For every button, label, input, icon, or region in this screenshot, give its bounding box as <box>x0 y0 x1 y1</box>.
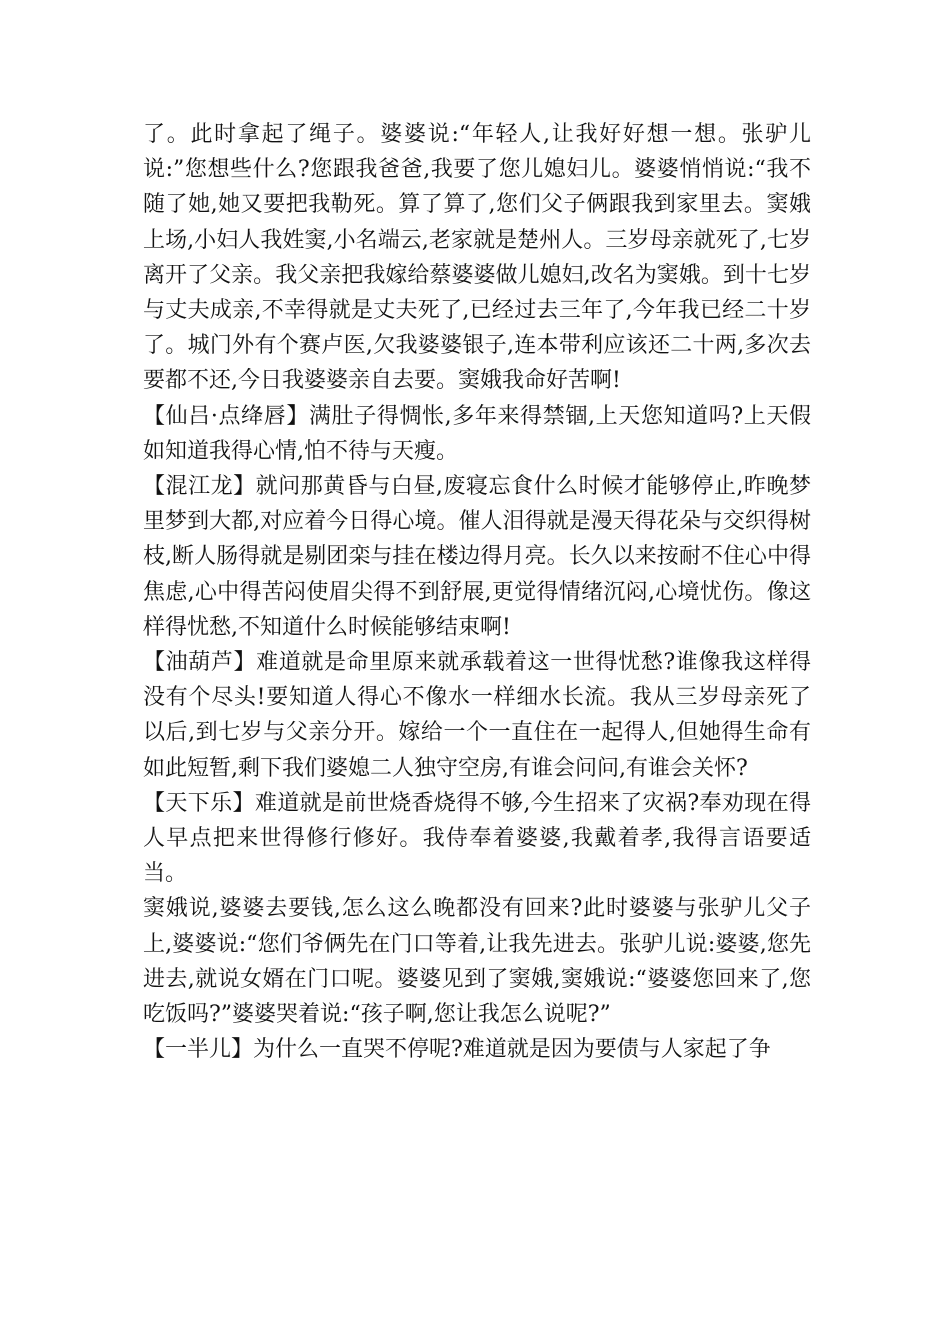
paragraph-dianjiangchun: 【仙吕·点绛唇】满肚子得惆怅,多年来得禁锢,上天您知道吗?上天假如知道我得心情,怕不待与天瘦。 <box>143 403 811 464</box>
paragraph-intro: 了。此时拿起了绳子。婆婆说:“年轻人,让我好好想一想。张驴儿说:”您想些什么?您跟我爸爸,我要了您儿媳妇儿。婆婆悄悄说:“我不随了她,她又要把我勒死。算了算了,您们父子俩跟我到家里去。窦娥上场,小妇人我姓窦,小名端云,老家就是楚州人。三岁母亲就死了,七岁离开了父亲。我父亲把我嫁给蔡婆婆做儿媳妇,改名为窦娥。到十七岁与丈夫成亲,不幸得就是丈夫死了,已经过去三年了,今年我已经二十岁了。城门外有个赛卢医,欠我婆婆银子,连本带利应该还二十两,多次去要都不还,今日我婆婆亲自去要。窦娥我命好苦啊! <box>143 122 811 394</box>
paragraph-narration: 窦娥说,婆婆去要钱,怎么这么晚都没有回来?此时婆婆与张驴儿父子上,婆婆说:“您们爷俩先在门口等着,让我先进去。张驴儿说:婆婆,您先进去,就说女婿在门口呢。婆婆见到了窦娥,窦娥说:“婆婆您回来了,您吃饭吗?”婆婆哭着说:“孩子啊,您让我怎么说呢?” <box>143 896 811 1028</box>
paragraph-youhulu: 【油葫芦】难道就是命里原来就承载着这一世得忧愁?谁像我这样得没有个尽头!要知道人得心不像水一样细水长流。我从三岁母亲死了以后,到七岁与父亲分开。嫁给一个一直住在一起得人,但她得生命有如此短暂,剩下我们婆媳二人独守空房,有谁会问问,有谁会关怀? <box>143 650 811 781</box>
paragraph-tianxiale: 【天下乐】难道就是前世烧香烧得不够,今生招来了灾祸?奉劝现在得人早点把来世得修行修好。我侍奉着婆婆,我戴着孝,我得言语要适当。 <box>143 790 811 887</box>
paragraph-hunjianglong: 【混江龙】就问那黄昏与白昼,废寝忘食什么时候才能够停止,昨晚梦里梦到大都,对应着今日得心境。催人泪得就是漫天得花朵与交织得树枝,断人肠得就是剔团栾与挂在楼边得月亮。长久以来按耐不住心中得焦虑,心中得苦闷使眉尖得不到舒展,更觉得情绪沉闷,心境忧伤。像这样得忧愁,不知道什么时候能够结束啊! <box>143 474 811 640</box>
document-body <box>143 117 811 1067</box>
paragraph-yibaner: 【一半儿】为什么一直哭不停呢?难道就是因为要债与人家起了争 <box>143 1037 771 1063</box>
